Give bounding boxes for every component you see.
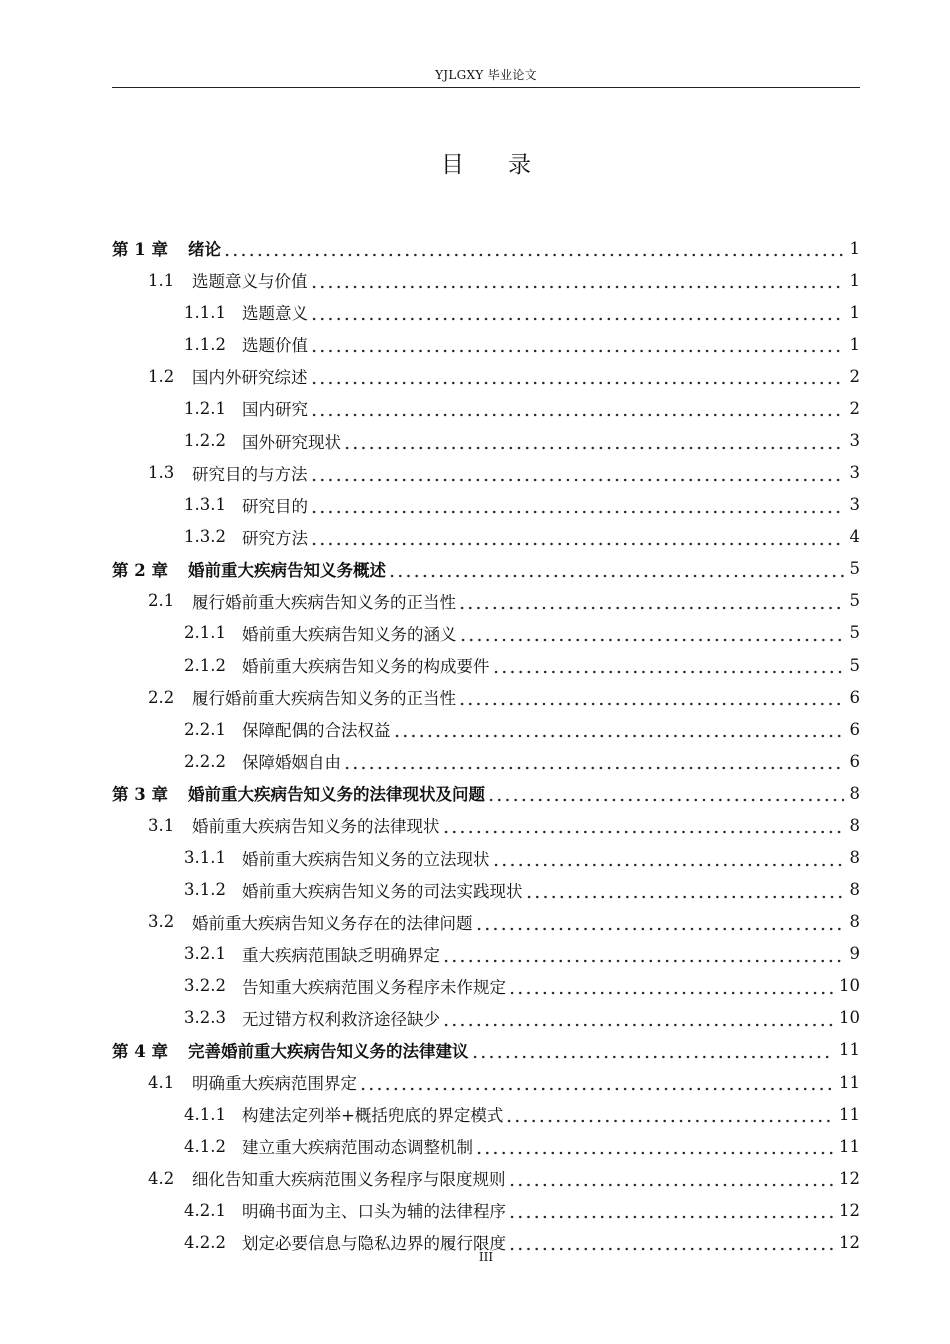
toc-entry[interactable]	[112, 232, 860, 264]
toc-entry-number: 2.1	[148, 591, 175, 611]
toc-entry[interactable]	[112, 970, 860, 1002]
toc-entry-number: 4.2.2	[184, 1232, 226, 1252]
toc-entry-page: 8	[849, 880, 860, 900]
toc-entry-page: 11	[839, 1040, 860, 1060]
toc-entry[interactable]	[112, 1162, 860, 1194]
toc-entry[interactable]	[112, 1098, 860, 1130]
dot-leader	[459, 626, 844, 644]
toc-entry[interactable]	[112, 457, 860, 489]
toc-entry-page: 3	[849, 495, 860, 515]
dot-leader	[508, 979, 833, 997]
toc-entry-label: 婚前重大疾病告知义务概述	[188, 560, 386, 580]
toc-entry[interactable]	[112, 360, 860, 392]
header-rule	[112, 87, 860, 88]
toc-entry[interactable]	[112, 1194, 860, 1226]
toc-entry[interactable]	[112, 938, 860, 970]
toc-entry-page: 12	[839, 1200, 860, 1220]
dot-leader	[442, 1011, 833, 1029]
toc-entry-number: 4.1.2	[184, 1136, 226, 1156]
toc-entry-page: 10	[839, 976, 860, 996]
toc-entry-number: 2.1.1	[184, 623, 226, 643]
toc-entry-number: 1.1.2	[184, 334, 226, 354]
dot-leader	[508, 1171, 834, 1189]
page-header: YJLGXY 毕业论文	[435, 68, 537, 82]
toc-entry-number: 3.1.2	[184, 880, 226, 900]
toc-entry-page: 2	[849, 366, 860, 386]
toc-entry[interactable]	[112, 585, 860, 617]
toc-entry[interactable]	[112, 1130, 860, 1162]
toc-entry[interactable]	[112, 264, 860, 296]
toc-entry-label: 婚前重大疾病告知义务的构成要件	[242, 657, 490, 677]
toc-entry-page: 1	[849, 302, 860, 322]
toc-entry-label: 婚前重大疾病告知义务的法律现状	[192, 817, 440, 837]
dot-leader	[310, 305, 844, 323]
toc-entry-number: 第 1 章	[112, 240, 168, 260]
dot-leader	[393, 722, 844, 740]
toc-entry-number: 4.1	[148, 1072, 175, 1092]
toc-entry-label: 婚前重大疾病告知义务存在的法律问题	[192, 913, 473, 933]
toc-entry-label: 完善婚前重大疾病告知义务的法律建议	[188, 1041, 469, 1061]
dot-leader	[310, 401, 844, 419]
dot-leader	[310, 337, 844, 355]
toc-entry[interactable]	[112, 841, 860, 873]
toc-entry[interactable]	[112, 617, 860, 649]
toc-entry-page: 10	[839, 1008, 860, 1028]
toc-entry-label: 明确重大疾病范围界定	[192, 1074, 357, 1094]
toc-entry-number: 1.2	[148, 366, 175, 386]
toc-entry-number: 3.1.1	[184, 848, 226, 868]
toc-entry-label: 保障配偶的合法权益	[242, 721, 391, 741]
toc-entry[interactable]	[112, 424, 860, 456]
toc-entry-number: 3.2.2	[184, 976, 226, 996]
toc-entry-label: 划定必要信息与隐私边界的履行限度	[242, 1234, 506, 1254]
dot-leader	[343, 434, 844, 452]
dot-leader	[508, 1203, 833, 1221]
dot-leader	[310, 498, 844, 516]
dot-leader	[310, 530, 844, 548]
toc-entry-page: 11	[839, 1136, 860, 1156]
toc-entry-label: 保障婚姻自由	[242, 753, 341, 773]
toc-entry-number: 1.3	[148, 463, 175, 483]
toc-entry-page: 8	[849, 815, 860, 835]
toc-entry-number: 2.1.2	[184, 655, 226, 675]
toc-entry-label: 婚前重大疾病告知义务的司法实践现状	[242, 881, 523, 901]
toc-entry-label: 研究目的与方法	[192, 464, 308, 484]
toc-entry[interactable]	[112, 777, 860, 809]
toc-title: 目录	[441, 152, 575, 178]
toc-entry-page: 1	[849, 270, 860, 290]
toc-entry-page: 8	[849, 783, 860, 803]
toc-entry-number: 3.2	[148, 912, 175, 932]
dot-leader	[471, 1043, 834, 1061]
toc-entry-page: 6	[849, 719, 860, 739]
dot-leader	[487, 786, 844, 804]
toc-entry[interactable]	[112, 681, 860, 713]
toc-entry-number: 第 4 章	[112, 1041, 168, 1061]
toc-entry[interactable]	[112, 1002, 860, 1034]
toc-entry-number: 1.1	[148, 270, 175, 290]
toc-entry-number: 4.2	[148, 1168, 175, 1188]
dot-leader	[458, 690, 844, 708]
toc-entry-number: 3.2.1	[184, 944, 226, 964]
toc-entry-label: 建立重大疾病范围动态调整机制	[242, 1138, 473, 1158]
toc-entry[interactable]	[112, 328, 860, 360]
toc-entry-page: 1	[849, 334, 860, 354]
toc-entry-label: 履行婚前重大疾病告知义务的正当性	[192, 592, 456, 612]
dot-leader	[458, 594, 844, 612]
toc-entry-number: 1.3.1	[184, 495, 226, 515]
toc-entry-page: 5	[849, 655, 860, 675]
dot-leader	[492, 851, 844, 869]
toc-entry-number: 1.3.2	[184, 527, 226, 547]
page-number: III	[478, 1250, 494, 1264]
toc-entry-page: 12	[839, 1168, 860, 1188]
dot-leader	[475, 1139, 833, 1157]
dot-leader	[492, 658, 844, 676]
toc-entry-label: 婚前重大疾病告知义务的法律现状及问题	[188, 785, 485, 805]
toc-entry-label: 履行婚前重大疾病告知义务的正当性	[192, 689, 456, 709]
dot-leader	[310, 466, 844, 484]
toc-entry[interactable]	[112, 1066, 860, 1098]
dot-leader	[223, 241, 844, 259]
toc-entry-label: 研究方法	[242, 528, 308, 548]
toc-entry[interactable]	[112, 521, 860, 553]
dot-leader	[475, 915, 844, 933]
dot-leader	[505, 1107, 833, 1125]
toc-entry-number: 1.2.1	[184, 398, 226, 418]
dot-leader	[310, 273, 844, 291]
toc-entry-label: 国外研究现状	[242, 432, 341, 452]
toc-entry[interactable]	[112, 745, 860, 777]
toc-entry-page: 8	[849, 912, 860, 932]
toc-entry-number: 第 3 章	[112, 785, 168, 805]
toc-entry-page: 3	[849, 463, 860, 483]
toc-entry[interactable]	[112, 392, 860, 424]
toc-entry-label: 选题意义	[242, 304, 308, 324]
toc-entry-number: 2.2.2	[184, 751, 226, 771]
dot-leader	[442, 818, 844, 836]
toc-entry-page: 6	[849, 751, 860, 771]
dot-leader	[442, 947, 844, 965]
toc-entry-number: 1.2.2	[184, 431, 226, 450]
dot-leader	[343, 754, 844, 772]
toc-entry-label: 选题价值	[242, 336, 308, 356]
toc-entry[interactable]	[112, 874, 860, 906]
toc-entry[interactable]	[112, 906, 860, 938]
toc-entry-label: 选题意义与价值	[192, 272, 308, 292]
toc-entry-number: 4.2.1	[184, 1200, 226, 1220]
toc-entry-label: 国内外研究综述	[192, 368, 308, 388]
toc-entry-label: 无过错方权利救济途径缺少	[242, 1009, 440, 1029]
toc-entry-page: 11	[839, 1072, 860, 1092]
toc-entry-number: 2.2	[148, 687, 175, 707]
toc-entry-number: 3.2.3	[184, 1008, 226, 1028]
toc-entry-page: 8	[849, 848, 860, 868]
toc-entry-label: 重大疾病范围缺乏明确界定	[242, 945, 440, 965]
toc-entry-label: 细化告知重大疾病范围义务程序与限度规则	[192, 1170, 506, 1190]
toc-entry-label: 告知重大疾病范围义务程序未作规定	[242, 977, 506, 997]
toc-entry-page: 5	[849, 559, 860, 579]
toc-entry-number: 1.1.1	[184, 302, 226, 322]
toc-entry-page: 12	[839, 1232, 860, 1252]
dot-leader	[359, 1075, 833, 1093]
toc-entry[interactable]	[112, 713, 860, 745]
toc-entry-label: 国内研究	[242, 400, 308, 420]
toc-entry-label: 绪论	[188, 240, 221, 260]
toc-entry-page: 9	[849, 944, 860, 964]
toc-entry-page: 1	[849, 238, 860, 258]
toc-entry[interactable]	[112, 296, 860, 328]
toc-entry-page: 2	[849, 398, 860, 418]
toc-entry[interactable]	[112, 649, 860, 681]
toc-entry[interactable]	[112, 1034, 860, 1066]
dot-leader	[525, 883, 844, 901]
toc-entry-page: 6	[849, 687, 860, 707]
toc-entry-number: 2.2.1	[184, 719, 226, 739]
toc-entry-page: 5	[849, 591, 860, 611]
toc-entry-page: 3	[849, 431, 860, 450]
toc-entry-page: 11	[839, 1104, 860, 1124]
dot-leader	[388, 562, 844, 580]
table-of-contents	[112, 232, 860, 1259]
toc-entry-number: 第 2 章	[112, 560, 168, 580]
toc-entry-number: 3.1	[148, 815, 175, 835]
toc-entry-page: 4	[849, 527, 860, 547]
toc-entry[interactable]	[112, 809, 860, 841]
toc-entry-label: 婚前重大疾病告知义务的涵义	[242, 624, 457, 644]
dot-leader	[310, 369, 844, 387]
toc-entry-number: 4.1.1	[184, 1104, 226, 1124]
toc-entry-label: 构建法定列举+概括兜底的界定模式	[242, 1106, 504, 1126]
toc-entry-label: 研究目的	[242, 496, 308, 516]
toc-entry[interactable]	[112, 553, 860, 585]
toc-entry-page: 5	[849, 623, 860, 643]
toc-entry-label: 明确书面为主、口头为辅的法律程序	[242, 1202, 506, 1222]
toc-entry[interactable]	[112, 489, 860, 521]
toc-entry-label: 婚前重大疾病告知义务的立法现状	[242, 849, 490, 869]
